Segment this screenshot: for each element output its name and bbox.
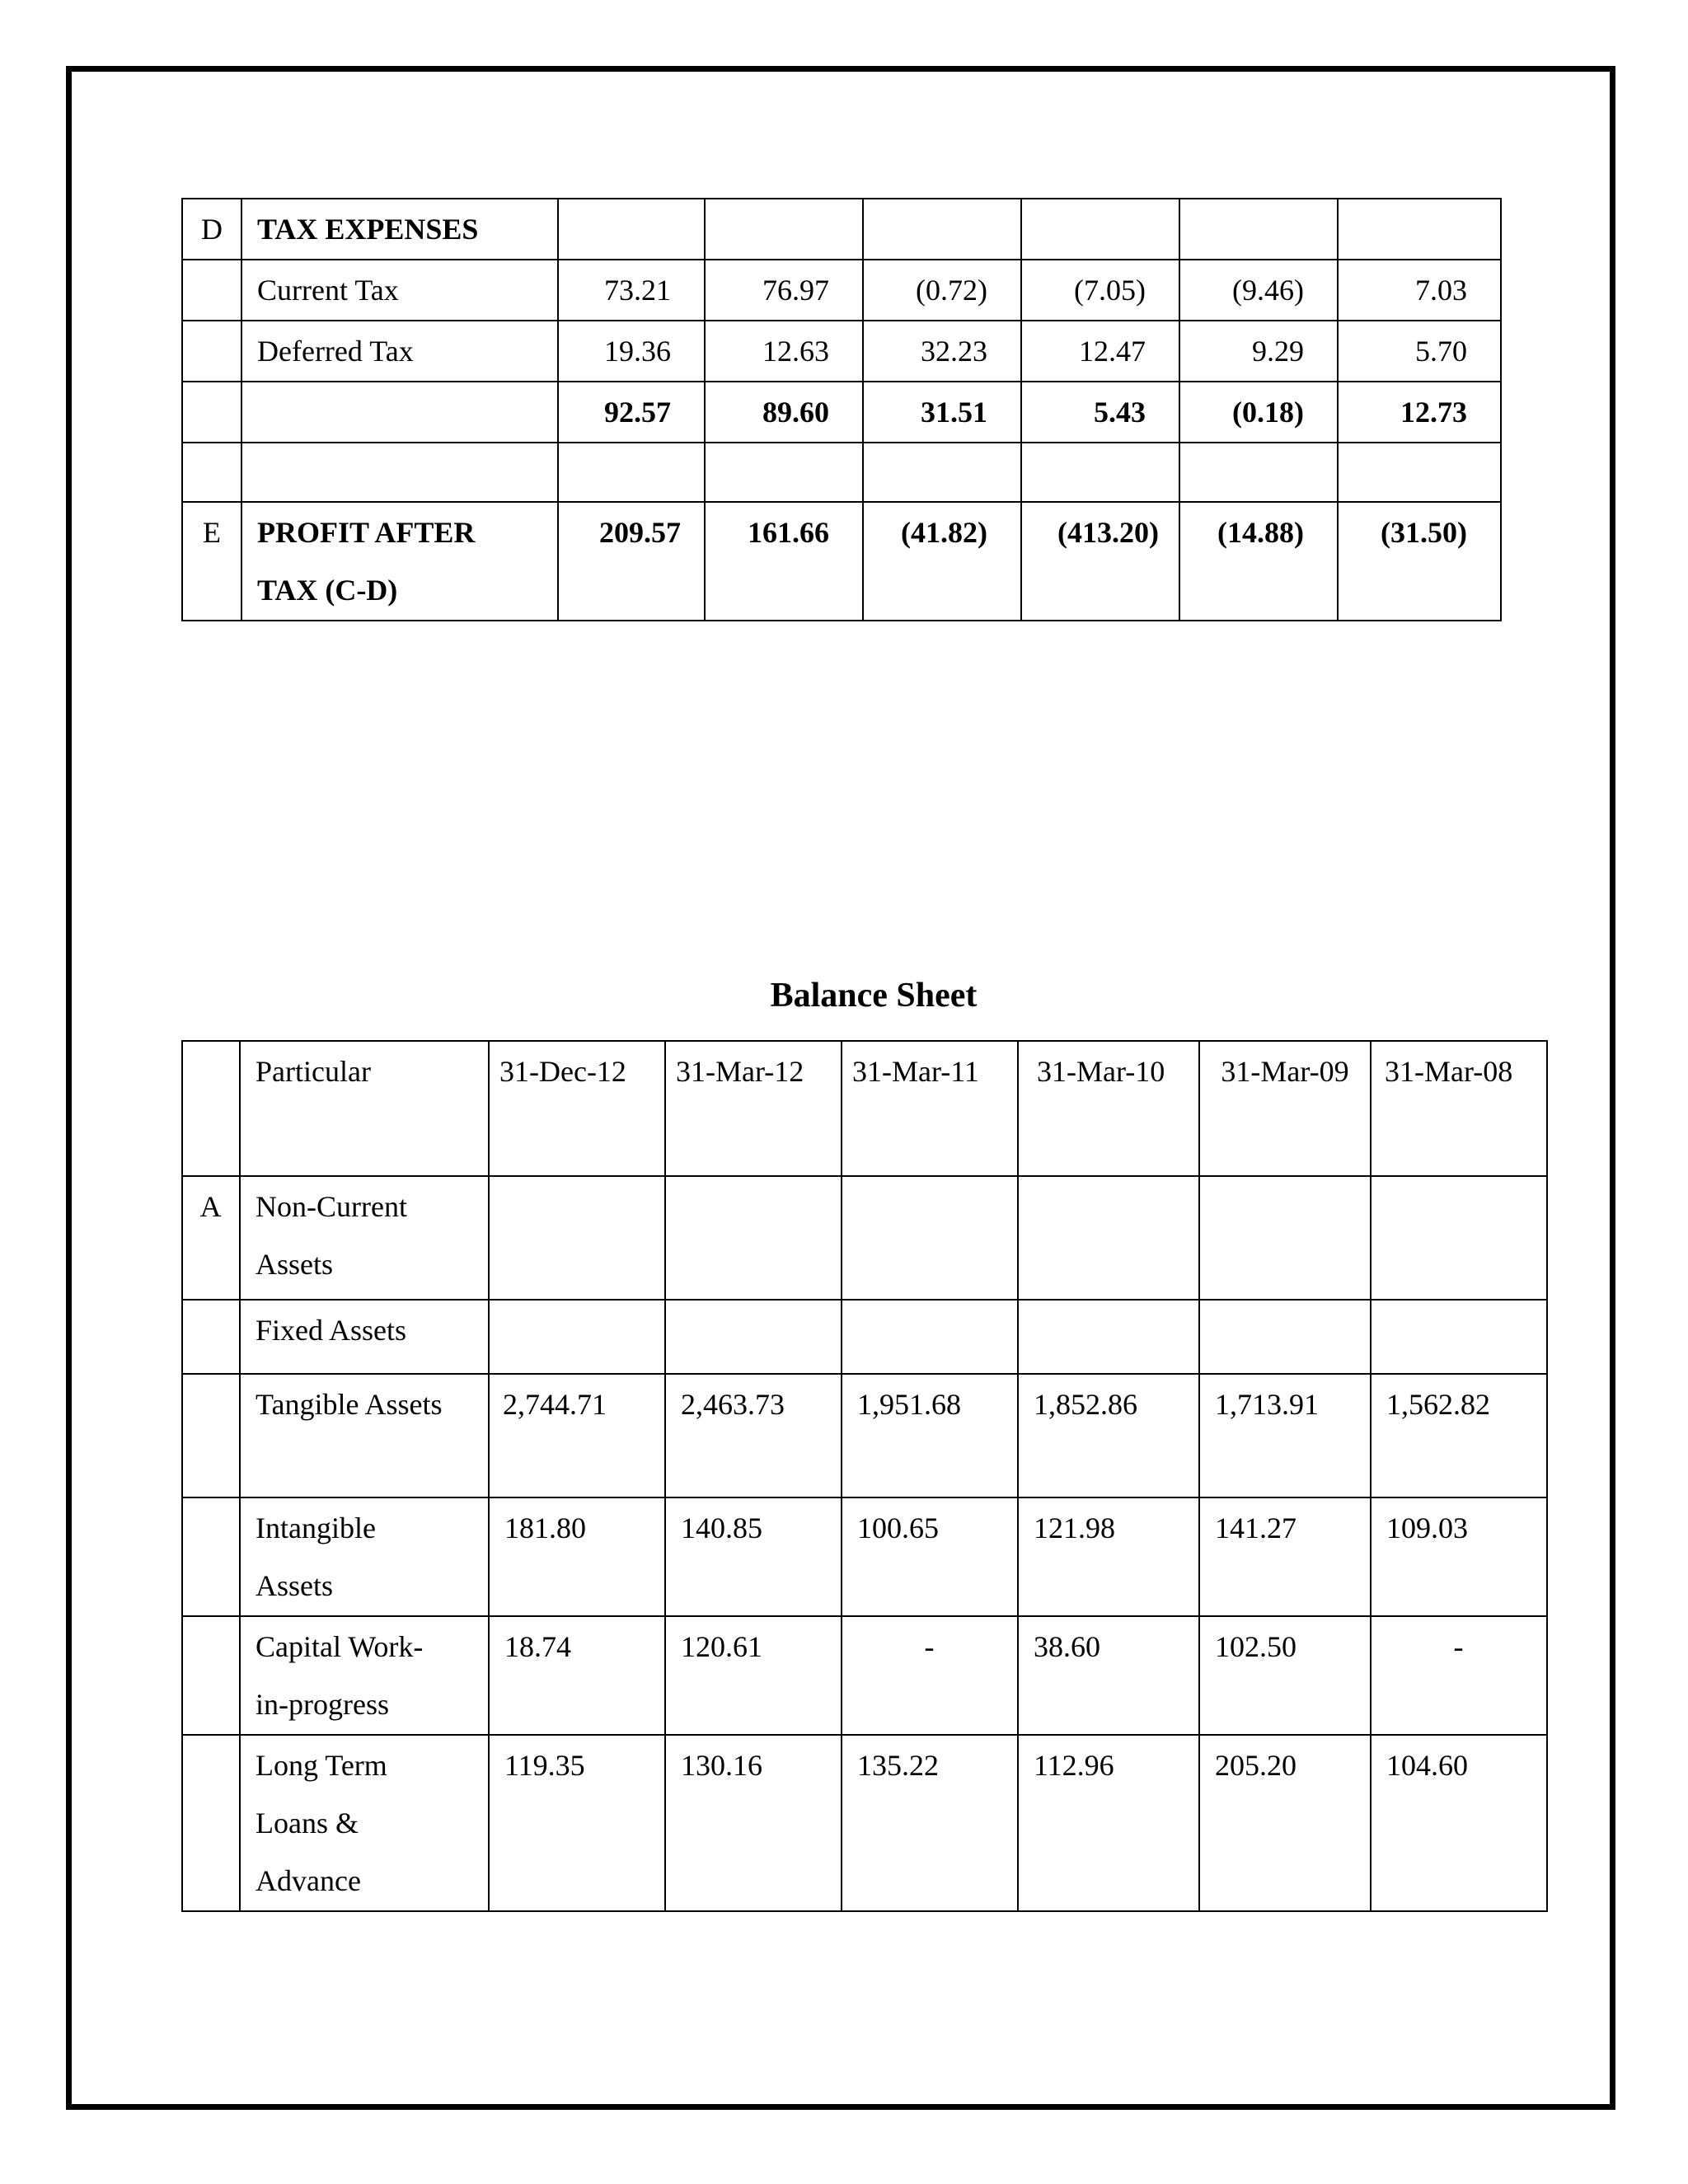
cell: 135.22 (842, 1735, 1018, 1911)
cell (241, 443, 558, 502)
cell: 12.63 (705, 321, 863, 382)
cell (863, 199, 1021, 260)
cell: 1,951.68 (842, 1374, 1018, 1497)
cell (1199, 1300, 1371, 1374)
row-label: Deferred Tax (241, 321, 558, 382)
row-label (241, 382, 558, 443)
header-date: 31-Mar-12 (665, 1041, 842, 1176)
header-date: 31-Mar-08 (1371, 1041, 1547, 1176)
row-label: TAX EXPENSES (241, 199, 558, 260)
row-code (182, 1041, 240, 1176)
cell (665, 1176, 842, 1300)
cell: 119.35 (489, 1735, 665, 1911)
cell (1371, 1176, 1547, 1300)
header-date: 31-Dec-12 (489, 1041, 665, 1176)
cell: 89.60 (705, 382, 863, 443)
cell: 161.66 (705, 502, 863, 621)
cell (1338, 443, 1501, 502)
cell: 2,744.71 (489, 1374, 665, 1497)
header-date: 31-Mar-11 (842, 1041, 1018, 1176)
cell: 76.97 (705, 260, 863, 321)
cell: 12.47 (1021, 321, 1179, 382)
row-code (182, 1735, 240, 1911)
row-label: Intangible Assets (240, 1497, 489, 1616)
cell (1021, 443, 1179, 502)
cell (842, 1300, 1018, 1374)
cell: 32.23 (863, 321, 1021, 382)
row-label: Tangible Assets (240, 1374, 489, 1497)
cell: 112.96 (1018, 1735, 1199, 1911)
cell: 100.65 (842, 1497, 1018, 1616)
cell (1338, 199, 1501, 260)
header-date: 31-Mar-09 (1199, 1041, 1371, 1176)
cell: 102.50 (1199, 1616, 1371, 1735)
cell (705, 199, 863, 260)
table-row-empty (182, 443, 1501, 502)
table-row (182, 1300, 1547, 1374)
cell (489, 1300, 665, 1374)
cell: 9.29 (1179, 321, 1338, 382)
cell: 5.43 (1021, 382, 1179, 443)
cell (842, 1176, 1018, 1300)
cell: 18.74 (489, 1616, 665, 1735)
balance-sheet-table (181, 1040, 1548, 1912)
cell: 1,562.82 (1371, 1374, 1547, 1497)
cell (705, 443, 863, 502)
row-code (182, 382, 241, 443)
row-code: E (182, 502, 241, 621)
cell (1371, 1300, 1547, 1374)
table-row-profit-after-tax (182, 502, 1501, 621)
cell (489, 1176, 665, 1300)
profit-loss-table (181, 198, 1502, 621)
cell: 73.21 (558, 260, 705, 321)
cell: 12.73 (1338, 382, 1501, 443)
table-row (182, 1616, 1547, 1735)
table-row (182, 1735, 1547, 1911)
row-code (182, 1374, 240, 1497)
cell (558, 443, 705, 502)
cell: 130.16 (665, 1735, 842, 1911)
cell: 38.60 (1018, 1616, 1199, 1735)
cell: - (1371, 1616, 1547, 1735)
cell: 1,852.86 (1018, 1374, 1199, 1497)
cell: 141.27 (1199, 1497, 1371, 1616)
cell: (7.05) (1021, 260, 1179, 321)
cell (1018, 1300, 1199, 1374)
row-label (241, 502, 558, 621)
cell: (0.18) (1179, 382, 1338, 443)
row-code (182, 260, 241, 321)
cell: 2,463.73 (665, 1374, 842, 1497)
table-row (182, 260, 1501, 321)
cell (558, 199, 705, 260)
table-row (182, 1497, 1547, 1616)
header-date: 31-Mar-10 (1018, 1041, 1199, 1176)
balance-sheet-title: Balance Sheet (770, 977, 978, 1015)
cell: 140.85 (665, 1497, 842, 1616)
cell: 109.03 (1371, 1497, 1547, 1616)
cell: (31.50) (1338, 502, 1501, 621)
cell: 209.57 (558, 502, 705, 621)
cell: 5.70 (1338, 321, 1501, 382)
row-label: Current Tax (241, 260, 558, 321)
row-code (182, 1616, 240, 1735)
cell: (413.20) (1021, 502, 1179, 621)
row-code (182, 1300, 240, 1374)
table-row (182, 1176, 1547, 1300)
cell: 19.36 (558, 321, 705, 382)
cell (1199, 1176, 1371, 1300)
row-label: Capital Work-in-progress (240, 1616, 489, 1735)
row-code: A (182, 1176, 240, 1300)
table-row-total (182, 382, 1501, 443)
row-code (182, 321, 241, 382)
row-code (182, 1497, 240, 1616)
cell (665, 1300, 842, 1374)
cell (863, 443, 1021, 502)
cell (1018, 1176, 1199, 1300)
cell: (14.88) (1179, 502, 1338, 621)
table-header-row (182, 1041, 1547, 1176)
cell: 31.51 (863, 382, 1021, 443)
cell: 92.57 (558, 382, 705, 443)
cell: 1,713.91 (1199, 1374, 1371, 1497)
row-label: Non-Current Assets (240, 1176, 489, 1300)
cell (1179, 199, 1338, 260)
table-row (182, 321, 1501, 382)
label-line-1: PROFIT AFTER (257, 516, 476, 549)
row-code: D (182, 199, 241, 260)
cell: (41.82) (863, 502, 1021, 621)
cell: - (842, 1616, 1018, 1735)
row-label: Fixed Assets (240, 1300, 489, 1374)
cell: 205.20 (1199, 1735, 1371, 1911)
cell: 120.61 (665, 1616, 842, 1735)
cell: (9.46) (1179, 260, 1338, 321)
table-row (182, 1374, 1547, 1497)
cell: 104.60 (1371, 1735, 1547, 1911)
cell: 7.03 (1338, 260, 1501, 321)
cell (1021, 199, 1179, 260)
label-line-2: TAX (C-D) (257, 574, 398, 607)
cell: (0.72) (863, 260, 1021, 321)
cell (1179, 443, 1338, 502)
table-row (182, 199, 1501, 260)
header-particular: Particular (240, 1041, 489, 1176)
cell (182, 443, 241, 502)
cell: 121.98 (1018, 1497, 1199, 1616)
row-label: Long Term Loans & Advance (240, 1735, 489, 1911)
cell: 181.80 (489, 1497, 665, 1616)
